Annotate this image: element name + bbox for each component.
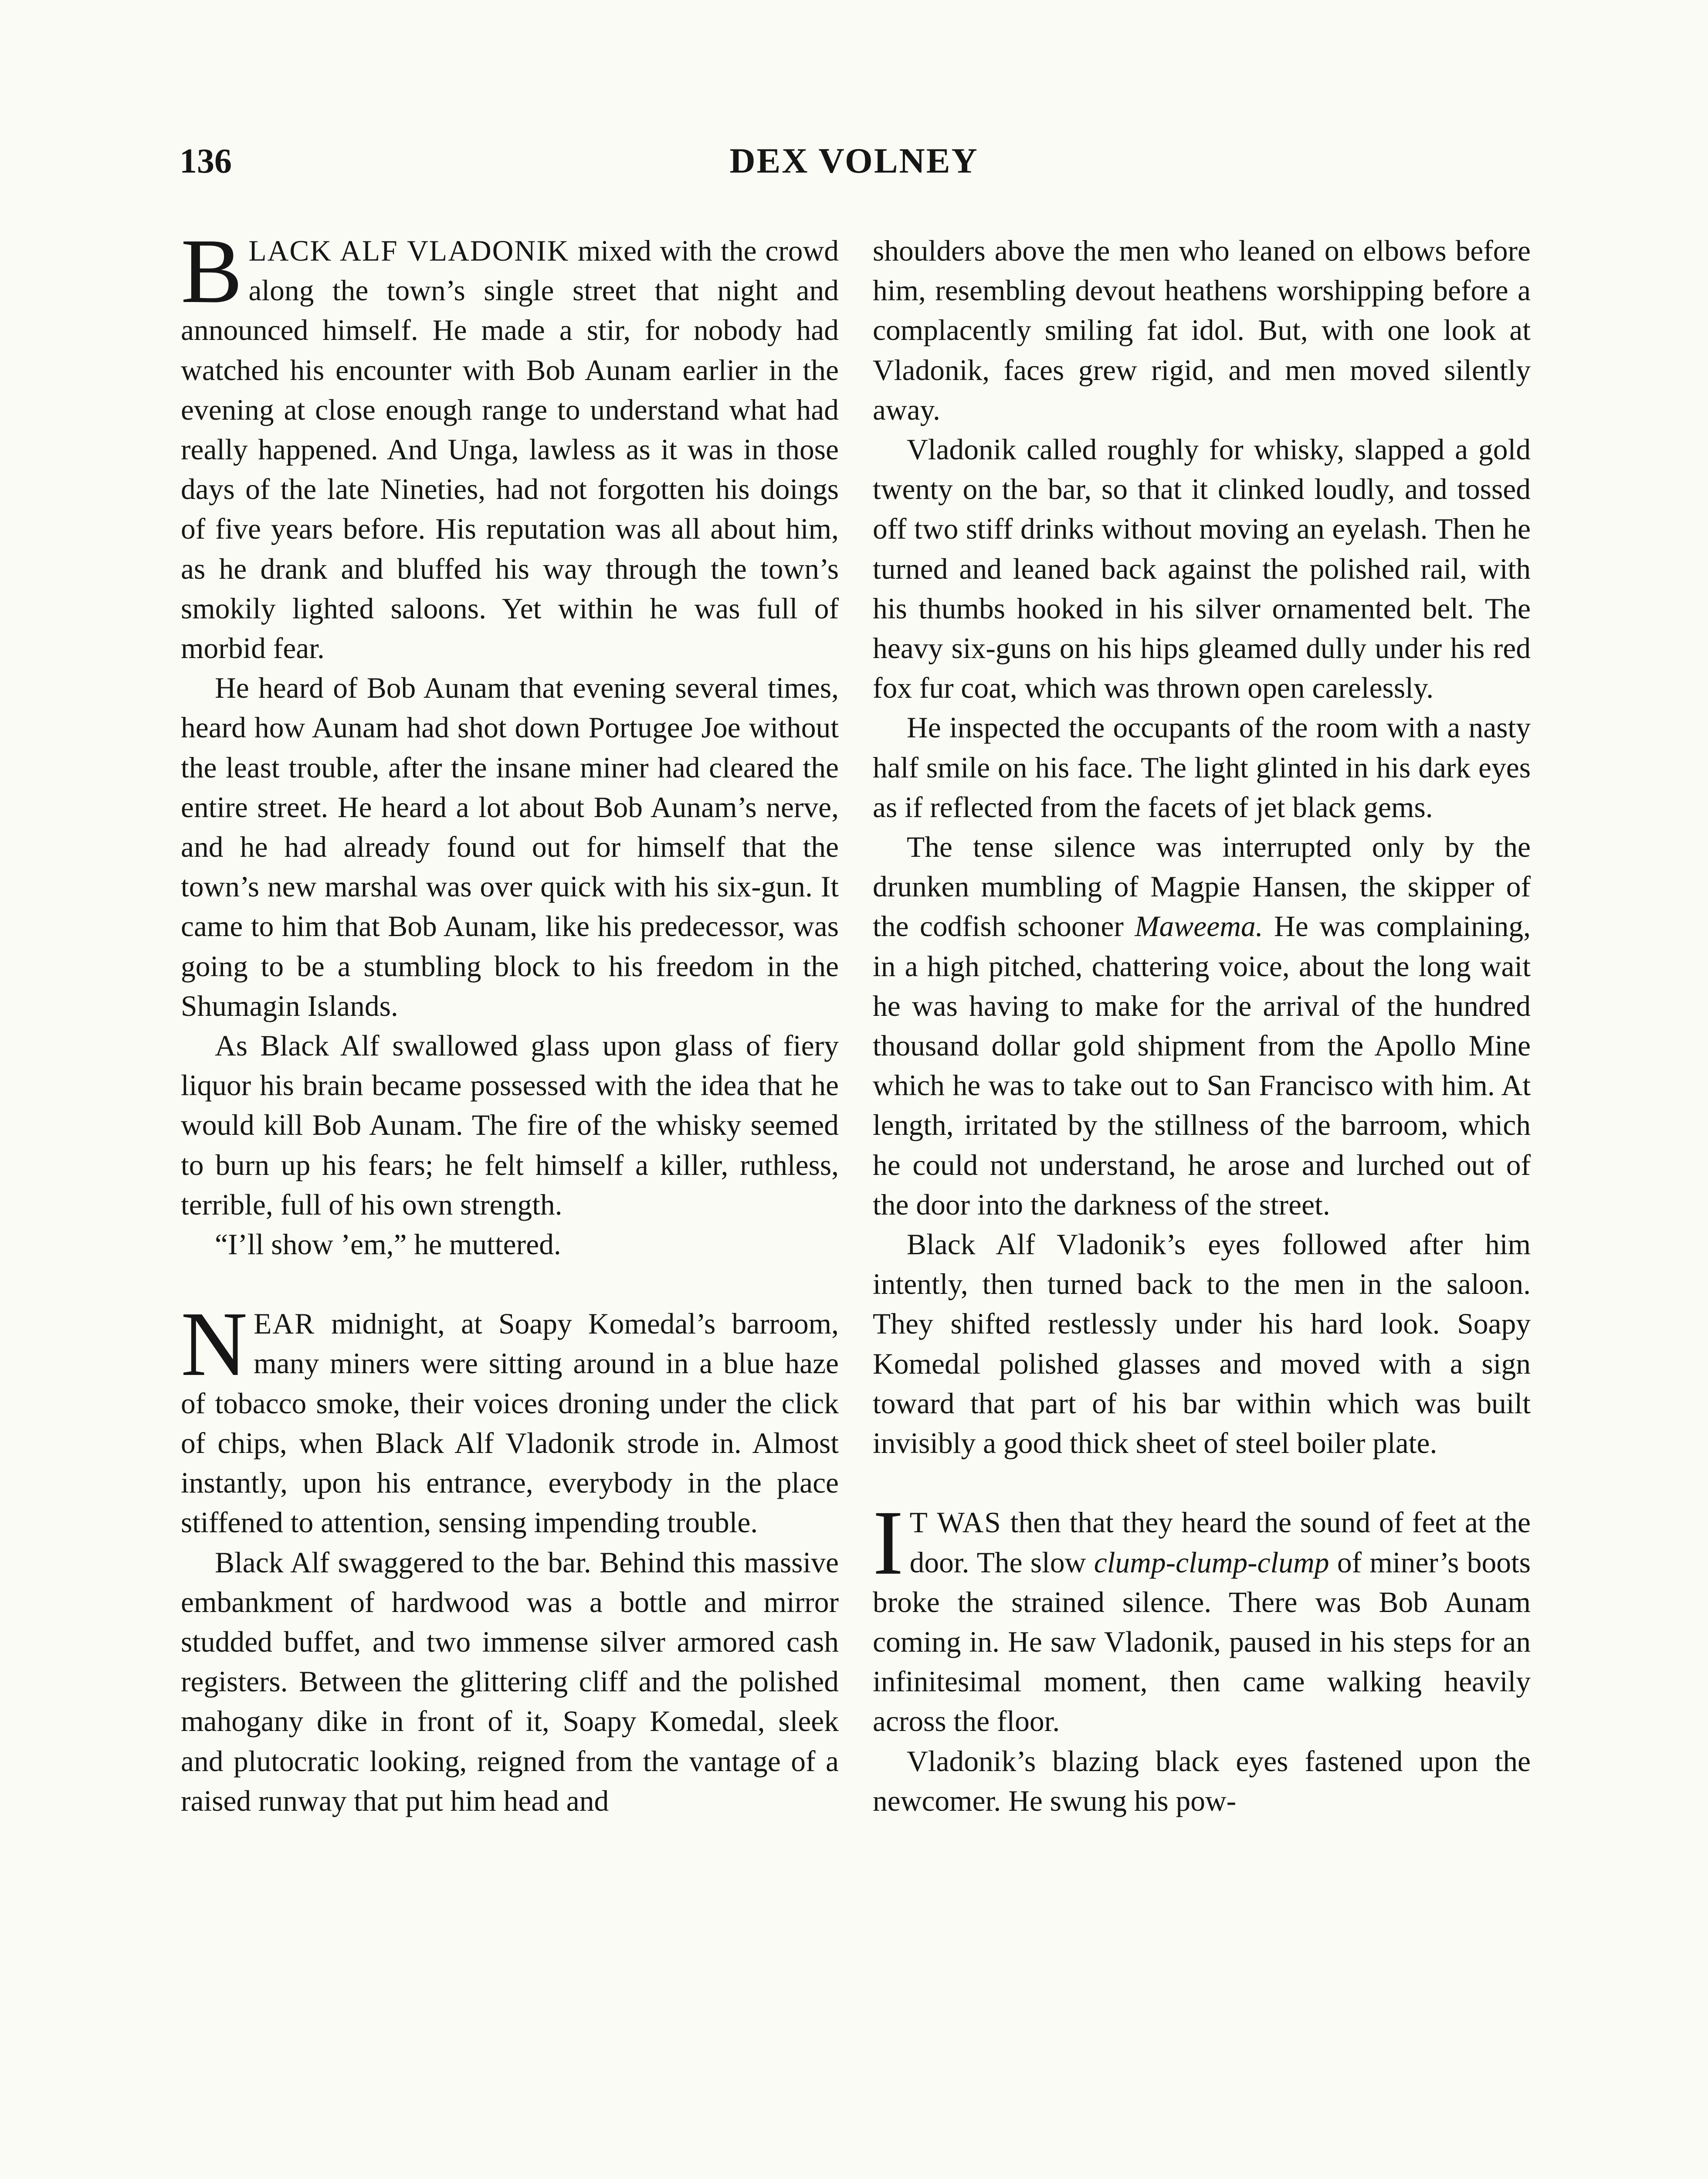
paragraph-text: midnight, at Soapy Komedal’s barroom, many miners were sitting around in a blue haze of tobacco smoke, their voices droning under the click of chips, when Black Alf Vladonik strode in. Almost instantly, upon his entrance, everybody in the place stiffened to attention, sensing impending trouble. [181, 1307, 839, 1539]
paragraph: Vladonik called roughly for whisky, slapped a gold twenty on the bar, so that it clinked loudly, and tossed off two stiff drinks without moving an eyelash. Then he turned and leaned back against the polished rail, with his thumbs hooked in his silver ornamented belt. The heavy six-guns on his hips gleamed dully under his red fox fur coat, which was thrown open carelessly. [873, 433, 1531, 705]
page-number: 136 [180, 142, 232, 180]
paragraph: Vladonik’s blazing black eyes fastened upon the newcomer. He swung his pow- [873, 1745, 1531, 1817]
paragraph: Black Alf Vladonik’s eyes followed after him intently, then turned back to the men in the saloon. They shifted restlessly under his hard look. Soapy Komedal polished glasses and moved with a sign toward that part of his bar within which was built invisibly a good thick sheet of steel boiler plate. [873, 1228, 1531, 1460]
drop-cap: N [181, 1293, 248, 1395]
opening-caps: LACK ALF VLADONIK [248, 234, 569, 267]
paragraph [181, 220, 839, 668]
drop-cap: B [181, 220, 243, 322]
paragraph [181, 1293, 839, 1542]
italic-text: clump-clump-clump [1094, 1546, 1329, 1579]
paragraph: shoulders above the men who leaned on elbows before him, resembling devout heathens worshipping before a complacently smiling fat idol. But, with one look at Vladonik, faces grew rigid, and men moved silently away. [873, 234, 1531, 426]
left-column [181, 220, 839, 1821]
drop-cap: I [873, 1491, 904, 1594]
paragraph [873, 1491, 1531, 1741]
opening-caps: EAR [254, 1307, 315, 1341]
paragraph-text: mixed with the crowd along the town’s single street that night and announced himself. He made a stir, for nobody had watched his encounter with Bob Aunam earlier in the evening at close enough range to understand what had really happened. And Unga, lawless as it was in those days of the late Nineties, had not forgotten his doings of five years before. His reputation was all about him, as he drank and bluffed his way through the town’s smokily lighted saloons. Yet within he was full of morbid fear. [181, 234, 839, 665]
paragraph: He inspected the occupants of the room with a nasty half smile on his face. The light glinted in his dark eyes as if reflected from the facets of jet black gems. [873, 711, 1531, 824]
opening-caps: T WAS [909, 1506, 1002, 1539]
paragraph [873, 827, 1531, 1225]
paragraph: He heard of Bob Aunam that evening several times, heard how Aunam had shot down Portugee Joe without the least trouble, after the insane miner had cleared the entire street. He heard a lot about Bob Aunam’s nerve, and he had already found out for himself that the town’s new marshal was over quick with his six-gun. It came to him that Bob Aunam, like his predecessor, was going to be a stumbling block to his freedom in the Shumagin Islands. [181, 672, 839, 1022]
paragraph-text: then that they heard the sound of feet at the door. The slow [909, 1506, 1531, 1579]
running-title: DEX VOLNEY [729, 141, 979, 180]
paragraph: “I’ll show ’em,” he muttered. [215, 1228, 561, 1261]
paragraph-text: The tense silence was interrupted only by the drunken mumbling of Magpie Hansen, the skipper of the codfish schooner [873, 831, 1531, 943]
ship-name: Maweema. [1135, 910, 1263, 943]
paragraph-text: of miner’s boots broke the strained silence. There was Bob Aunam coming in. He saw Vladonik, paused in his steps for an infinitesimal moment, then came walking heavily across the floor. [873, 1546, 1531, 1738]
paragraph-text: He was complaining, in a high pitched, chattering voice, about the long wait he was having to make for the arrival of the hundred thousand dollar gold shipment from the Apollo Mine which he was to take out to San Francisco with him. At length, irritated by the stillness of the barroom, which he could not understand, he arose and lurched out of the door into the darkness of the street. [873, 910, 1531, 1221]
paragraph: As Black Alf swallowed glass upon glass of fiery liquor his brain became possessed with the idea that he would kill Bob Aunam. The fire of the whisky seemed to burn up his fears; he felt himself a killer, ruthless, terrible, full of his own strength. [181, 1029, 839, 1221]
right-column [873, 231, 1531, 1821]
paragraph: Black Alf swaggered to the bar. Behind this massive embankment of hardwood was a bottle and mirror studded buffet, and two immense silver armored cash registers. Between the glittering cliff and the polished mahogany dike in front of it, Soapy Komedal, sleek and plutocratic looking, reigned from the vantage of a raised runway that put him head and [181, 1546, 839, 1817]
